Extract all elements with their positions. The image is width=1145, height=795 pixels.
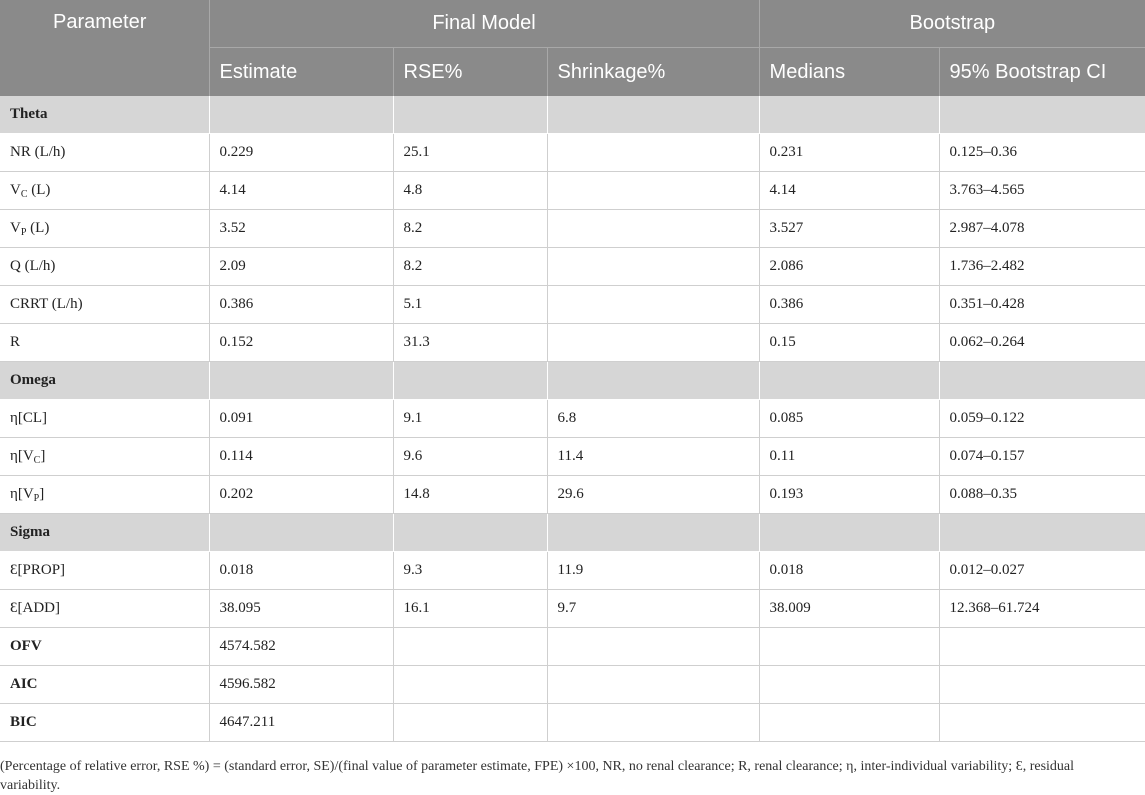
cell-estimate: 0.018 <box>209 552 393 590</box>
table-row <box>0 324 1145 362</box>
table-row <box>0 704 1145 742</box>
table-row <box>0 438 1145 476</box>
cell-ci: 0.062–0.264 <box>939 324 1145 362</box>
cell-estimate: 4.14 <box>209 172 393 210</box>
cell-shrinkage: 11.4 <box>547 438 759 476</box>
cell-estimate: 38.095 <box>209 590 393 628</box>
table-row <box>0 286 1145 324</box>
table-row <box>0 552 1145 590</box>
header-medians: Medians <box>759 48 939 97</box>
row-label: R <box>0 324 209 362</box>
cell-rse: 31.3 <box>393 324 547 362</box>
section-label: Sigma <box>0 514 209 552</box>
row-label: BIC <box>0 704 209 742</box>
cell-shrinkage <box>547 286 759 324</box>
cell-median: 2.086 <box>759 248 939 286</box>
cell-median: 0.11 <box>759 438 939 476</box>
cell-estimate: 0.229 <box>209 134 393 172</box>
cell-estimate: 0.386 <box>209 286 393 324</box>
cell-rse: 25.1 <box>393 134 547 172</box>
table-row <box>0 628 1145 666</box>
header-ci: 95% Bootstrap CI <box>939 48 1145 97</box>
cell-ci: 1.736–2.482 <box>939 248 1145 286</box>
cell-estimate: 4647.211 <box>209 704 393 742</box>
table-row <box>0 134 1145 172</box>
cell-median: 0.15 <box>759 324 939 362</box>
section-row-sigma <box>0 514 1145 552</box>
cell-shrinkage: 11.9 <box>547 552 759 590</box>
cell-ci: 0.074–0.157 <box>939 438 1145 476</box>
cell-rse: 9.6 <box>393 438 547 476</box>
cell-rse: 4.8 <box>393 172 547 210</box>
cell-median: 4.14 <box>759 172 939 210</box>
cell-ci: 0.351–0.428 <box>939 286 1145 324</box>
cell-median: 0.231 <box>759 134 939 172</box>
row-label: $V_P$ (L) <box>0 210 209 248</box>
table-row <box>0 590 1145 628</box>
row-label: Ɛ[ADD] <box>0 590 209 628</box>
cell-median: 0.193 <box>759 476 939 514</box>
cell-median: 38.009 <box>759 590 939 628</box>
row-label: OFV <box>0 628 209 666</box>
header-estimate: Estimate <box>209 48 393 97</box>
cell-estimate: 3.52 <box>209 210 393 248</box>
table-row <box>0 476 1145 514</box>
table-footnote: (Percentage of relative error, RSE %) = (standard error, SE)/(final value of parameter estimate, FPE) ×100, NR, no renal clearance; R, renal clearance; η, inter-individual variability; Ɛ, residual variability. <box>0 759 1075 793</box>
cell-rse: 14.8 <box>393 476 547 514</box>
cell-ci: 0.088–0.35 <box>939 476 1145 514</box>
cell-rse: 9.1 <box>393 400 547 438</box>
row-label: Ɛ[PROP] <box>0 552 209 590</box>
cell-shrinkage: 29.6 <box>547 476 759 514</box>
cell-shrinkage: 9.7 <box>547 590 759 628</box>
cell-ci: 3.763–4.565 <box>939 172 1145 210</box>
cell-median: 3.527 <box>759 210 939 248</box>
row-label: η[CL] <box>0 400 209 438</box>
cell-ci: 0.012–0.027 <box>939 552 1145 590</box>
header-row-groups <box>0 0 1145 48</box>
row-label: CRRT (L/h) <box>0 286 209 324</box>
cell-rse: 16.1 <box>393 590 547 628</box>
cell-estimate: 0.202 <box>209 476 393 514</box>
row-label: NR (L/h) <box>0 134 209 172</box>
header-parameter: Parameter <box>0 0 209 96</box>
section-row-omega <box>0 362 1145 400</box>
table-row <box>0 248 1145 286</box>
row-label: $\eta[V_P]$ <box>0 476 209 514</box>
cell-median: 0.085 <box>759 400 939 438</box>
cell-median: 0.386 <box>759 286 939 324</box>
cell-rse: 8.2 <box>393 210 547 248</box>
cell-estimate: 2.09 <box>209 248 393 286</box>
cell-estimate: 0.114 <box>209 438 393 476</box>
section-label: Omega <box>0 362 209 400</box>
cell-ci: 2.987–4.078 <box>939 210 1145 248</box>
row-label: Q (L/h) <box>0 248 209 286</box>
cell-estimate: 0.091 <box>209 400 393 438</box>
cell-shrinkage <box>547 324 759 362</box>
section-label: Theta <box>0 96 209 134</box>
header-final-model: Final Model <box>209 0 759 48</box>
table-row <box>0 210 1145 248</box>
cell-rse: 5.1 <box>393 286 547 324</box>
cell-shrinkage <box>547 134 759 172</box>
cell-ci: 12.368–61.724 <box>939 590 1145 628</box>
cell-estimate: 4596.582 <box>209 666 393 704</box>
row-label: AIC <box>0 666 209 704</box>
header-rse: RSE% <box>393 48 547 97</box>
table-row <box>0 172 1145 210</box>
cell-estimate: 0.152 <box>209 324 393 362</box>
cell-rse: 8.2 <box>393 248 547 286</box>
table-row <box>0 400 1145 438</box>
cell-shrinkage <box>547 210 759 248</box>
section-row-theta <box>0 96 1145 134</box>
cell-ci: 0.059–0.122 <box>939 400 1145 438</box>
header-bootstrap: Bootstrap <box>759 0 1145 48</box>
cell-estimate: 4574.582 <box>209 628 393 666</box>
cell-shrinkage <box>547 248 759 286</box>
cell-median: 0.018 <box>759 552 939 590</box>
cell-shrinkage <box>547 172 759 210</box>
header-shrinkage: Shrinkage% <box>547 48 759 97</box>
row-label: $V_C$ (L) <box>0 172 209 210</box>
cell-ci: 0.125–0.36 <box>939 134 1145 172</box>
row-label: $\eta[V_C]$ <box>0 438 209 476</box>
table-row <box>0 666 1145 704</box>
cell-shrinkage: 6.8 <box>547 400 759 438</box>
cell-rse: 9.3 <box>393 552 547 590</box>
